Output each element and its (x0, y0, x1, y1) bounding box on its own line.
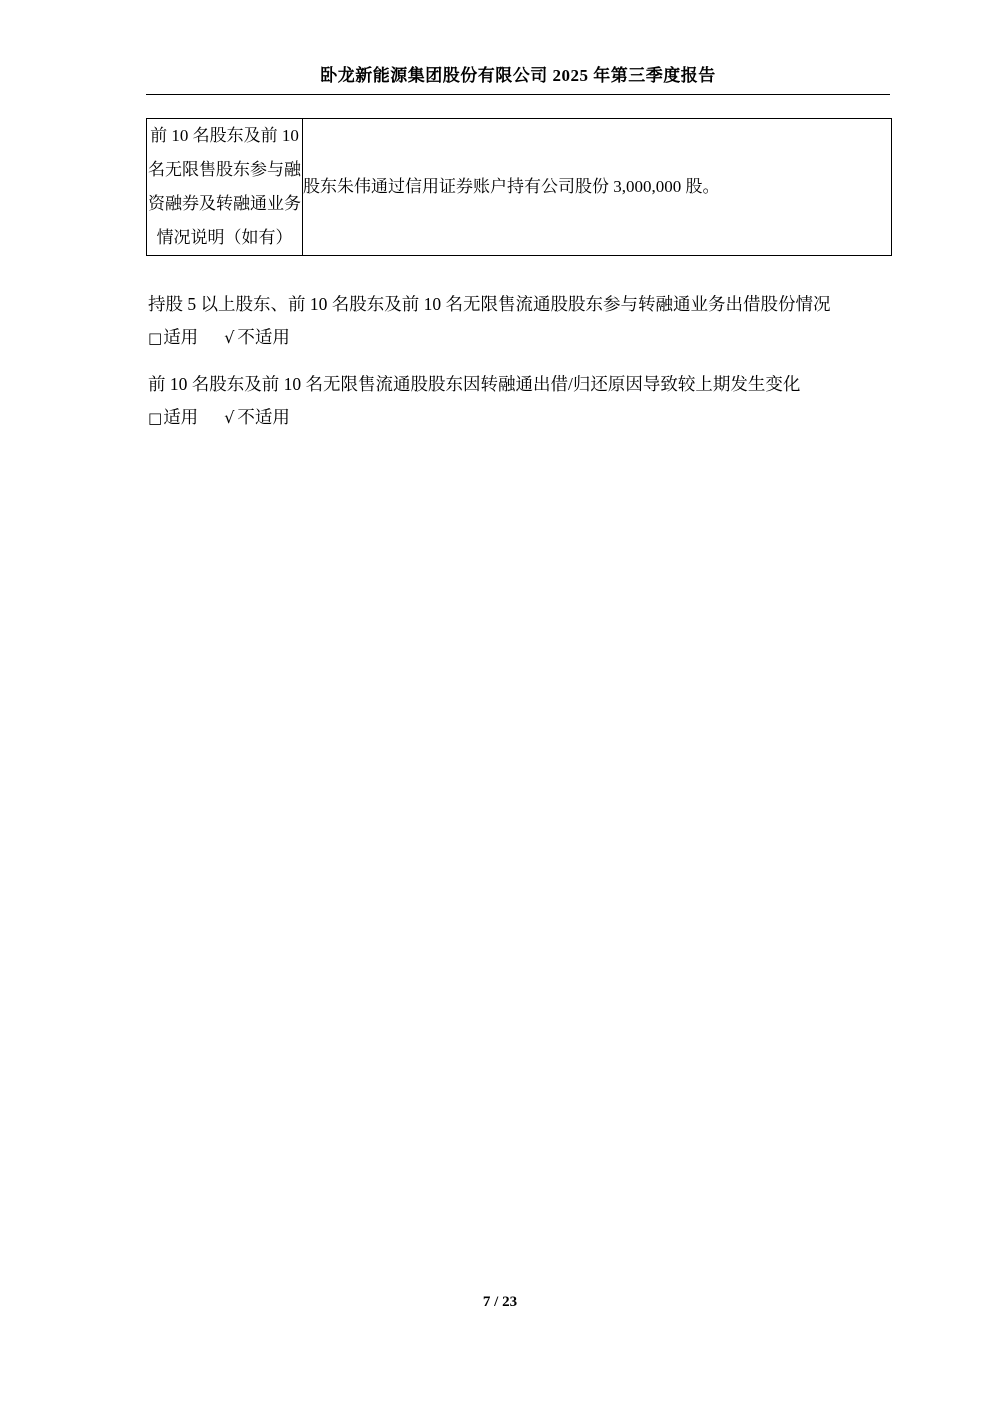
table-cell-value: 股东朱伟通过信用证券账户持有公司股份 3,000,000 股。 (303, 119, 892, 256)
header-title: 卧龙新能源集团股份有限公司 2025 年第三季度报告 (320, 66, 716, 85)
checkmark-icon[interactable]: √ (224, 328, 235, 347)
section-text: 前 10 名股东及前 10 名无限售流通股股东因转融通出借/归还原因导致较上期发生变化 (148, 374, 801, 394)
header-divider (146, 94, 890, 95)
page-header (146, 64, 890, 88)
option-not-applicable-label: 不适用 (237, 407, 290, 427)
page-number: 7 / 23 (482, 1294, 518, 1310)
section-lending-shares (148, 288, 908, 355)
table-row (147, 119, 892, 256)
section-lending-change (148, 368, 908, 435)
applicability-choice (148, 401, 908, 435)
applicability-choice (148, 321, 908, 355)
shareholder-info-table (146, 118, 892, 256)
page-footer (0, 1294, 1000, 1311)
option-applicable-label: 适用 (163, 327, 199, 347)
option-not-applicable-label: 不适用 (237, 327, 290, 347)
checkbox-unchecked-icon[interactable]: □ (148, 409, 163, 427)
checkbox-unchecked-icon[interactable]: □ (148, 329, 163, 347)
section-text: 持股 5 以上股东、前 10 名股东及前 10 名无限售流通股股东参与转融通业务出借股份情况 (148, 294, 831, 314)
checkmark-icon[interactable]: √ (224, 408, 235, 427)
option-applicable-label: 适用 (163, 407, 199, 427)
table-cell-label: 前 10 名股东及前 10 名无限售股东参与融资融券及转融通业务情况说明（如有） (147, 119, 303, 256)
